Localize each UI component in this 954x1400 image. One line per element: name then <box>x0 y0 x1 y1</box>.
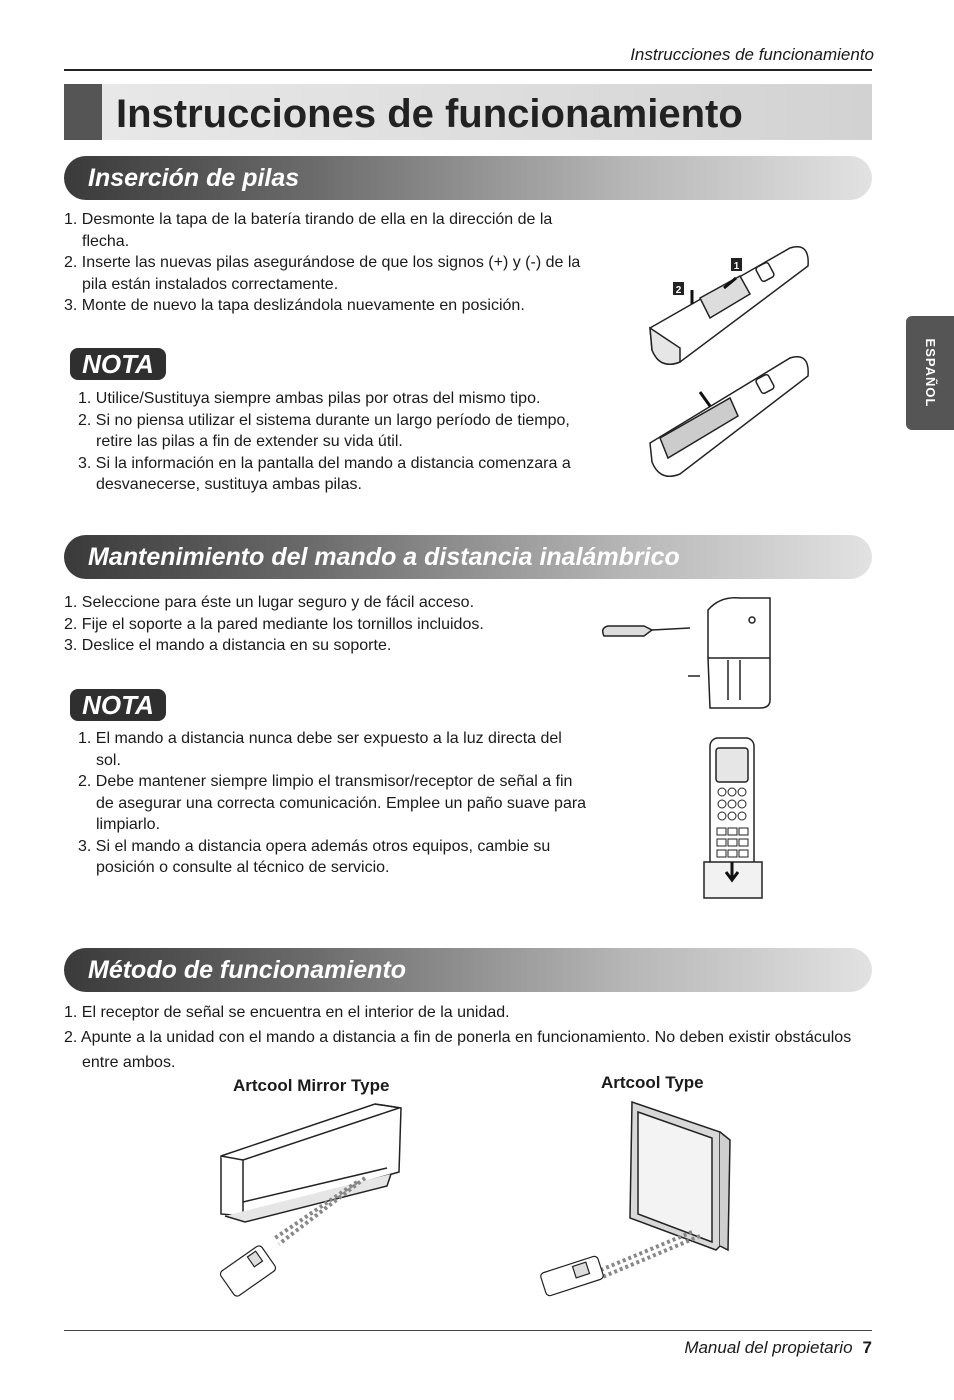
running-header: Instrucciones de funcionamiento <box>630 45 874 64</box>
callout-2 <box>673 282 684 296</box>
section-header-operation <box>64 948 872 992</box>
list-item: 1. El receptor de señal se encuentra en el interior de la unidad. <box>64 1004 510 1021</box>
caption-artcool-type: Artcool Type <box>601 1073 704 1092</box>
page-number: 7 <box>862 1338 872 1357</box>
list-item: 2. Si no piensa utilizar el sistema durante un largo período de tiempo, retire las pilas a fin de extender su vida útil. <box>78 411 570 450</box>
list-item: 2. Debe mantener siempre limpio el transmisor/receptor de señal a fin de asegurar una correcta comunicación. Emplee un paño suave para limpiarlo. <box>78 773 587 833</box>
maintenance-notes <box>78 728 588 879</box>
title-accent <box>64 84 102 140</box>
operation-steps <box>64 1000 874 1075</box>
svg-text:1: 1 <box>733 261 740 272</box>
list-item: 1. Desmonte la tapa de la batería tirando de ella en la dirección de la flecha. <box>64 211 553 250</box>
list-item: 2. Inserte las nuevas pilas asegurándose de que los signos (+) y (-) de la pila están instalados correctamente. <box>64 254 581 293</box>
battery-notes <box>78 388 578 496</box>
page-title-bar <box>64 84 872 140</box>
language-tab <box>906 316 954 430</box>
callout-1 <box>731 258 742 272</box>
section-title: Inserción de pilas <box>88 164 300 192</box>
list-item: 2. Apunte a la unidad con el mando a distancia a fin de ponerla en funcionamiento. No deben existir obstáculos entre ambos. <box>64 1029 852 1071</box>
footer-rule <box>64 1330 872 1331</box>
list-item: 1. Seleccione para éste un lugar seguro y de fácil acceso. <box>64 594 475 611</box>
list-item: 3. Deslice el mando a distancia en su soporte. <box>64 637 392 654</box>
page-title: Instrucciones de funcionamiento <box>116 92 743 136</box>
caption-mirror-type: Artcool Mirror Type <box>233 1076 390 1095</box>
section-title: Método de funcionamiento <box>88 956 407 984</box>
section-title: Mantenimiento del mando a distancia inalámbrico <box>88 543 680 571</box>
footer-label: Manual del propietario <box>684 1338 853 1357</box>
header-rule <box>64 69 872 71</box>
section-header-batteries <box>64 156 872 200</box>
nota-badge: NOTA <box>70 689 166 721</box>
battery-steps <box>64 209 584 317</box>
remote-battery-illustration <box>640 238 820 498</box>
artcool-unit-illustration <box>520 1096 740 1308</box>
section-header-maintenance <box>64 535 872 579</box>
artcool-mirror-unit-illustration <box>215 1098 415 1300</box>
language-tab-label: ESPAÑOL <box>923 338 938 408</box>
list-item: 3. Si el mando a distancia opera además otros equipos, cambie su posición o consulte al técnico de servicio. <box>78 837 551 876</box>
maintenance-steps <box>64 592 584 657</box>
list-item: 1. El mando a distancia nunca debe ser expuesto a la luz directa del sol. <box>78 730 562 769</box>
nota-badge: NOTA <box>70 348 166 380</box>
list-item: 2. Fije el soporte a la pared mediante los tornillos incluidos. <box>64 615 484 633</box>
list-item: 3. Si la información en la pantalla del mando a distancia comenzara a desvanecerse, sustituya ambas pilas. <box>78 454 571 493</box>
svg-text:2: 2 <box>675 285 682 296</box>
page-footer <box>684 1338 872 1358</box>
remote-in-holder-illustration <box>700 736 772 904</box>
list-item: 3. Monte de nuevo la tapa deslizándola nuevamente en posición. <box>64 297 525 314</box>
list-item: 1. Utilice/Sustituya siempre ambas pilas por otras del mismo tipo. <box>78 390 541 407</box>
wall-holder-screwdriver-illustration <box>600 590 780 715</box>
